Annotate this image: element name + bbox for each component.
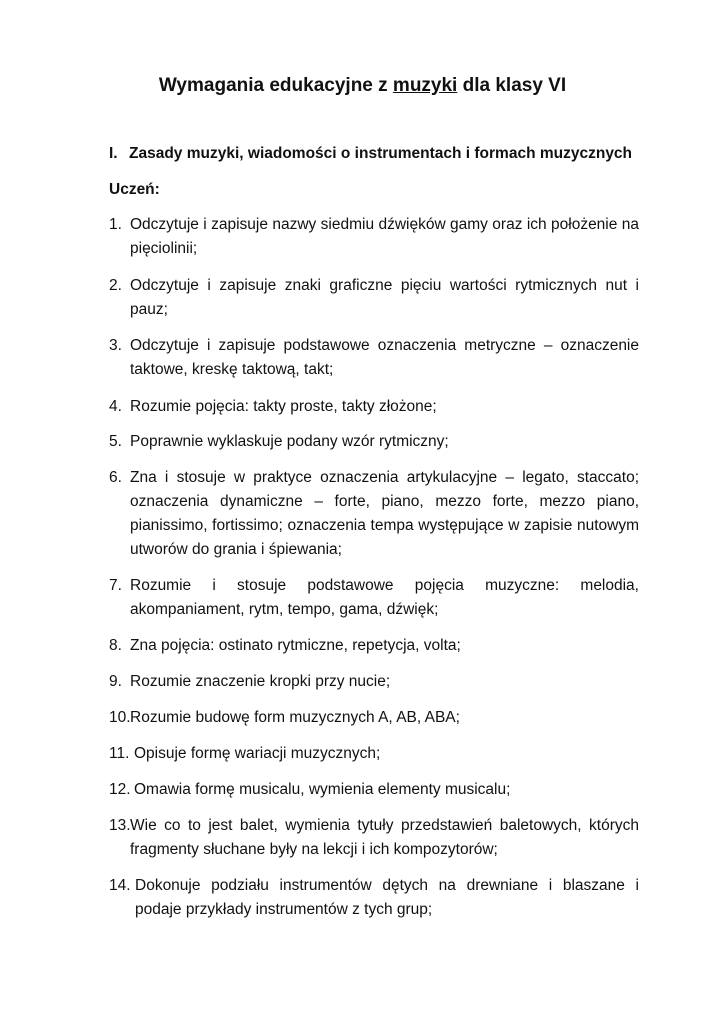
list-item-text: Rozumie budowę form muzycznych A, AB, ABA; [130,709,460,726]
list-item [109,334,639,382]
title-underlined-word: muzyki [392,75,458,96]
list-item-number: 10. [109,709,131,726]
list-item-number: 14. [109,877,131,894]
list-item-text: Dokonuje podziału instrumentów dętych na drewniane i blaszane i podaje przykłady instrumentów z tych grup; [135,877,639,918]
list-item [109,274,639,322]
list-item [109,778,639,802]
list-item-number: 11. [109,745,130,762]
title-text-end: dla klasy VI [457,75,567,96]
list-item-number: 5. [109,433,122,450]
list-item [109,634,639,658]
list-item-text: Zna pojęcia: ostinato rytmiczne, repetycja, volta; [130,637,461,654]
list-item-text: Zna i stosuje w praktyce oznaczenia artykulacyjne – legato, staccato; oznaczenia dynamiczne – forte, piano, mezzo forte, mezzo piano, pianissimo, fortissimo; oznaczenia tempa występujące w zapisie nutowym utworów do grania i śpiewania; [130,469,639,558]
list-item-number: 7. [109,577,122,594]
list-item-text: Wie co to jest balet, wymienia tytuły przedstawień baletowych, których fragmenty słuchane były na lekcji i ich kompozytorów; [130,817,639,858]
page-title [0,74,725,98]
section-title: Zasady muzyki, wiadomości o instrumentach i formach muzycznych [129,145,633,162]
list-item [109,574,639,622]
list-item-text: Rozumie pojęcia: takty proste, takty złożone; [130,398,437,415]
list-item [109,814,639,862]
list-item-text: Odczytuje i zapisuje podstawowe oznaczenia metryczne – oznaczenie taktowe, kreskę taktową, takt; [130,337,639,378]
list-item [109,430,639,454]
list-item [109,706,639,730]
list-item-text: Odczytuje i zapisuje znaki graficzne pięciu wartości rytmicznych nut i pauz; [130,277,639,318]
list-item-number: 8. [109,637,122,654]
list-item [109,670,639,694]
list-item [109,874,639,922]
list-item-text: Opisuje formę wariacji muzycznych; [134,745,381,762]
list-item [109,466,639,562]
list-item-number: 2. [109,277,122,294]
list-item-text: Omawia formę musicalu, wymienia elementy musicalu; [134,781,511,798]
list-item-text: Poprawnie wyklaskuje podany wzór rytmiczny; [130,433,449,450]
list-item-number: 12. [109,781,131,798]
section-number: I. [109,145,118,162]
list-item [109,213,639,261]
list-item [109,395,639,419]
list-item-number: 13. [109,817,131,834]
list-item-number: 6. [109,469,122,486]
section-heading [109,143,632,165]
list-item-text: Odczytuje i zapisuje nazwy siedmiu dźwięków gamy oraz ich położenie na pięciolinii; [130,216,639,257]
lead-text: Uczeń: [109,181,160,198]
list-item-number: 9. [109,673,122,690]
list-item-number: 1. [109,216,122,233]
list-item-text: Rozumie znaczenie kropki przy nucie; [130,673,391,690]
list-item [109,742,639,766]
list-item-text: Rozumie i stosuje podstawowe pojęcia muzyczne: melodia, akompaniament, rytm, tempo, gama, dźwięk; [130,577,639,618]
list-item-number: 4. [109,398,122,415]
list-item-number: 3. [109,337,122,354]
title-text-start: Wymagania edukacyjne z [158,75,393,96]
